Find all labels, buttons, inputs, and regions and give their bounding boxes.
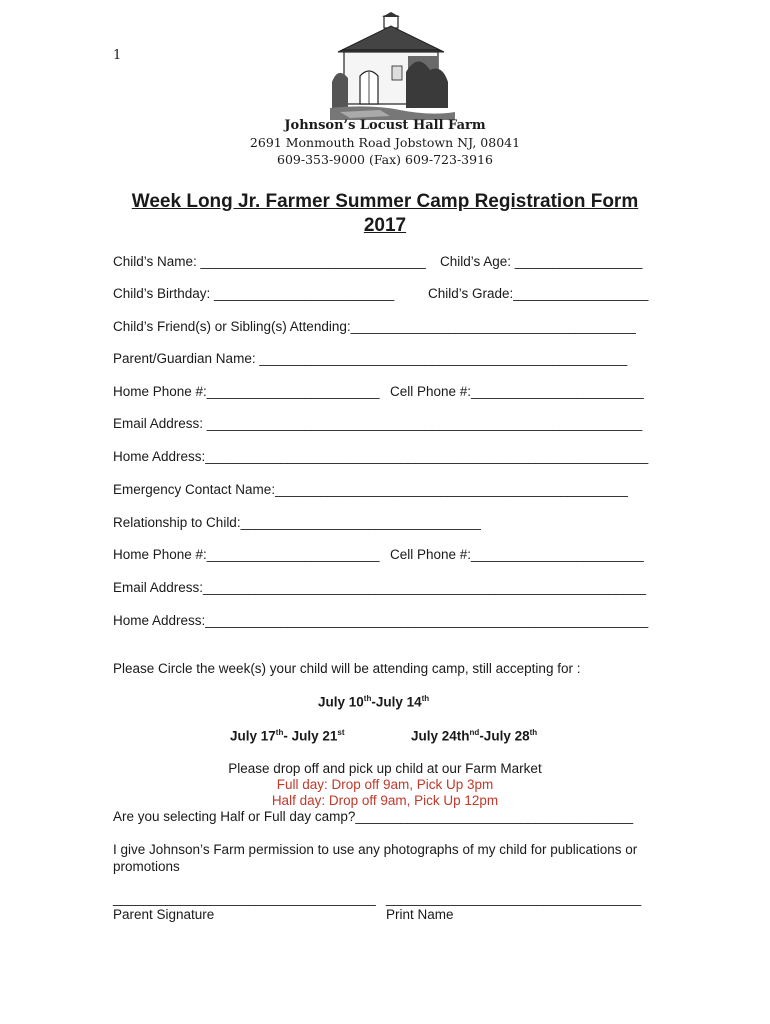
email-field[interactable]: Email Address: __________________________________________________________	[113, 416, 643, 431]
farm-building-logo	[330, 12, 455, 120]
week2-end: - July 21	[283, 728, 338, 744]
week2-end-suffix: st	[337, 728, 345, 737]
home-address-field[interactable]: Home Address:___________________________________________________________	[113, 449, 649, 464]
week2-start-suffix: th	[275, 728, 284, 737]
dropoff-line: Please drop off and pick up child at our Farm Market	[228, 761, 542, 776]
week1-end: -July 14	[371, 694, 422, 710]
permission-line2: promotions	[113, 859, 180, 874]
print-name-label: Print Name	[386, 907, 454, 922]
emergency-home-phone-field[interactable]: Home Phone #:_______________________	[113, 547, 380, 562]
parent-signature-line[interactable]: ___________________________________	[113, 891, 376, 906]
child-birthday-field[interactable]: Child’s Birthday: ________________________	[113, 286, 395, 301]
week3-start: July 24th	[411, 728, 470, 744]
week3-end: -July 28	[479, 728, 530, 744]
form-title-line1: Week Long Jr. Farmer Summer Camp Registration Form	[131, 191, 639, 212]
emergency-contact-field[interactable]: Emergency Contact Name:_______________________________________________	[113, 482, 628, 497]
week1-end-suffix: th	[421, 694, 430, 703]
emergency-home-address-field[interactable]: Home Address:___________________________________________________________	[113, 613, 649, 628]
child-age-field[interactable]: Child’s Age: _________________	[440, 254, 643, 269]
week1-start: July 10	[318, 694, 364, 710]
week1-start-suffix: th	[363, 694, 372, 703]
form-title-year: 2017	[363, 215, 407, 236]
page-number: 1	[113, 48, 122, 63]
child-grade-field[interactable]: Child’s Grade:__________________	[428, 286, 649, 301]
full-day-times: Full day: Drop off 9am, Pick Up 3pm	[276, 777, 494, 792]
week3-end-suffix: th	[529, 728, 538, 737]
child-name-field[interactable]: Child’s Name: ______________________________	[113, 254, 426, 269]
week-option-2[interactable]	[230, 728, 345, 744]
emergency-email-field[interactable]: Email Address:___________________________________________________________	[113, 580, 647, 595]
week-option-3[interactable]	[411, 728, 537, 744]
parent-signature-label: Parent Signature	[113, 907, 215, 922]
permission-line1: I give Johnson’s Farm permission to use any photographs of my child for publications or	[113, 842, 638, 857]
farm-name: Johnson’s Locust Hall Farm	[284, 118, 486, 133]
week3-start-suffix: nd	[469, 728, 480, 737]
half-day-times: Half day: Drop off 9am, Pick Up 12pm	[271, 793, 499, 808]
relationship-field[interactable]: Relationship to Child:________________________________	[113, 515, 481, 530]
cell-phone-field[interactable]: Cell Phone #:_______________________	[390, 384, 644, 399]
weeks-prompt: Please Circle the week(s) your child will be attending camp, still accepting for :	[113, 661, 581, 676]
form-title	[0, 190, 770, 238]
emergency-cell-phone-field[interactable]: Cell Phone #:_______________________	[390, 547, 644, 562]
parent-name-field[interactable]: Parent/Guardian Name: _________________________________________________	[113, 351, 628, 366]
day-type-question-field[interactable]: Are you selecting Half or Full day camp?_____________________________________	[113, 809, 634, 824]
week2-start: July 17	[230, 728, 276, 744]
print-name-line[interactable]: __________________________________	[386, 891, 642, 906]
farm-phone: 609-353-9000 (Fax) 609-723-3916	[277, 152, 493, 167]
farm-address: 2691 Monmouth Road Jobstown NJ, 08041	[249, 135, 521, 150]
friends-field[interactable]: Child’s Friend(s) or Sibling(s) Attending:______________________________________	[113, 319, 636, 334]
week-option-1[interactable]	[318, 694, 429, 710]
home-phone-field[interactable]: Home Phone #:_______________________	[113, 384, 380, 399]
